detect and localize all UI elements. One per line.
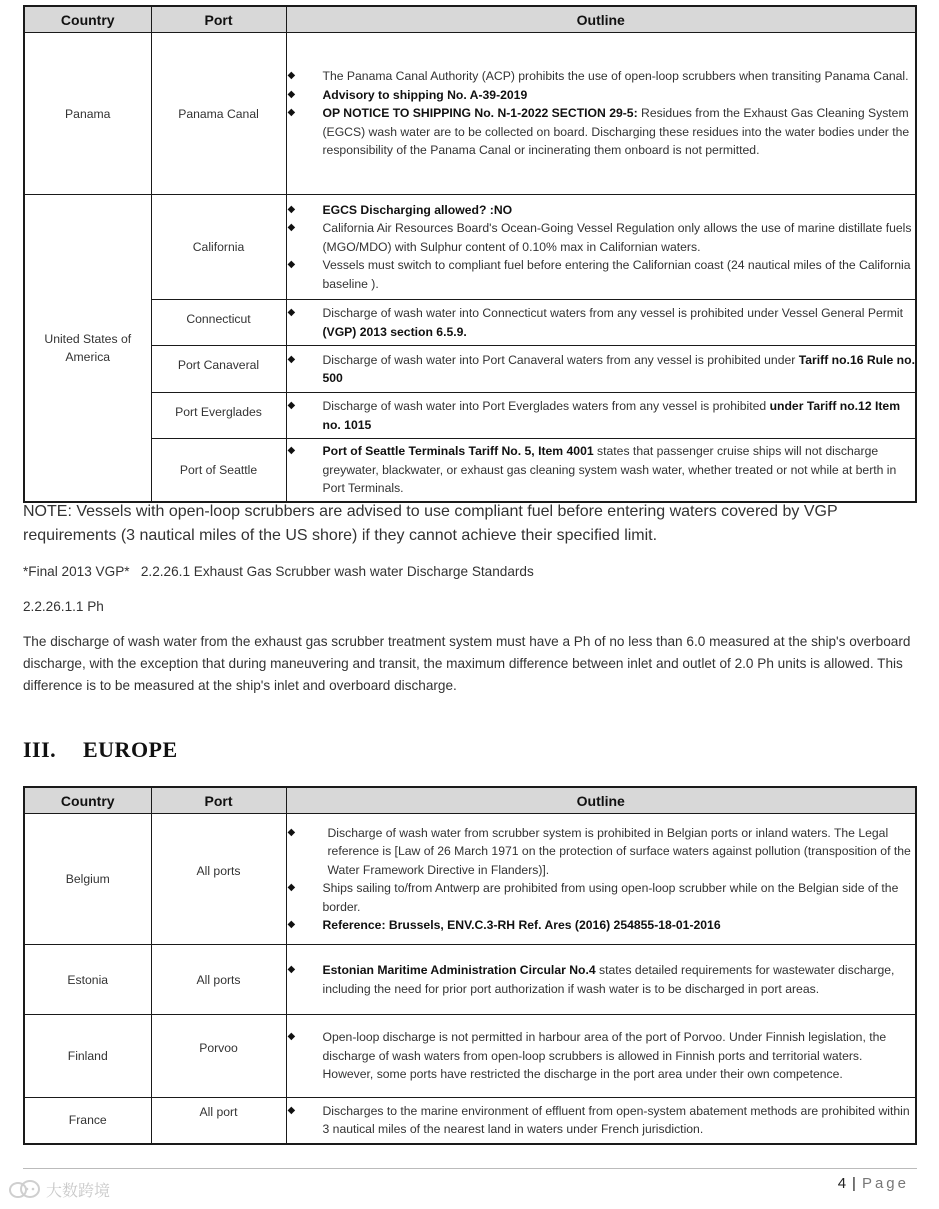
bullet-item [287,86,916,105]
page-number-value: 4 [837,1175,847,1192]
port-cell: California [151,195,286,300]
outline-cell [286,300,916,346]
ph-paragraph: The discharge of wash water from the exhaust gas scrubber treatment system must have a Ph of no less than 6.0 measured at the ship's overboard discharge, with the exception that during maneuvering and transit, the maximum difference between inlet and outlet of 2.0 Ph units is allowed. This difference is to be measured at the ship's inlet and overboard discharge. [23,634,911,693]
bullet-text: Vessels must switch to compliant fuel before entering the Californian coast (24 nautical miles of the California baseline ). [322,258,911,291]
country-cell: Finland [24,1015,151,1098]
bullet-item [287,442,916,498]
bullet-item [287,201,916,220]
port-cell: All port [151,1098,286,1144]
port-cell: All ports [151,945,286,1015]
bullet-item [287,219,916,256]
bullet-bold-text: Reference: Brussels, ENV.C.3-RH Ref. Ares (2016) 254855-18-01-2016 [322,918,721,932]
bullet-text: Discharge of wash water into Port Everglades waters from any vessel is prohibited [322,399,770,413]
header-port: Port [151,6,286,33]
table-row-finland [24,1015,916,1098]
header-port: Port [151,787,286,814]
vgp-standard-line: *Final 2013 VGP* 2.2.26.1 Exhaust Gas Scrubber wash water Discharge Standards [23,564,534,579]
header-outline: Outline [286,6,916,33]
bullet-item [287,824,916,880]
table-row-canaveral [24,346,916,393]
bullet-text: Residues from the Exhaust Gas Cleaning System (EGCS) wash water are to be collected on board. Discharging these residues into the water bodies under the responsibility of the Panama Canal or incinerating them onboard is not permitted. [322,106,910,158]
bullet-item [287,961,916,998]
bullet-bold-text: Estonian Maritime Administration Circular No.4 [322,963,596,977]
table-row-california [24,195,916,300]
country-cell: Estonia [24,945,151,1015]
bullet-item [287,104,916,160]
outline-cell [286,393,916,439]
bullet-item [287,67,916,86]
watermark [8,1178,110,1201]
table-row-connecticut [24,300,916,346]
bullet-text: California Air Resources Board's Ocean-Going Vessel Regulation only allows the use of marine distillate fuels (MGO/MDO) with Sulphur content of 0.10% max in Californian waters. [322,221,912,254]
country-cell: Belgium [24,814,151,945]
bullet-bold-text: Port of Seattle Terminals Tariff No. 5, Item 4001 [322,444,594,458]
bullet-text: Discharge of wash water into Connecticut waters from any vessel is prohibited under Vessel General Permit [322,306,904,320]
country-cell: Panama [24,33,151,195]
header-country: Country [24,787,151,814]
vgp-note: NOTE: Vessels with open-loop scrubbers are advised to use compliant fuel before entering waters covered by VGP requirements (3 nautical miles of the US shore) if they cannot achieve their specified limit. [23,503,838,544]
bullet-text: states detailed requirements for wastewater discharge, including the need for prior port authorization if wash water is to be discharged in port areas. [322,963,895,996]
bullet-bold-text: OP NOTICE TO SHIPPING No. N-1-2022 SECTION 29-5: [322,106,638,121]
section-number: III. [23,737,57,762]
outline-cell [286,195,916,300]
table-row-seattle [24,439,916,502]
bullet-item [287,879,916,916]
bullet-text: Discharges to the marine environment of effluent from open-system abatement methods are prohibited within 3 nautical miles of the nearest land in waters under French jurisdiction. [322,1103,910,1137]
port-cell: Port Everglades [151,393,286,439]
bullet-item [287,1102,916,1139]
page-number [838,1175,909,1192]
bullet-bold-text: Tariff no.16 Rule no. 500 [322,352,915,385]
watermark-text: 大数跨境 [46,1183,111,1200]
port-cell: Connecticut [151,300,286,346]
bullet-item [287,1028,916,1084]
port-cell: Panama Canal [151,33,286,195]
bullet-item [287,916,916,935]
bullet-text: Discharge of wash water into Port Canaveral waters from any vessel is prohibited under [322,352,799,367]
americas-table [23,5,917,503]
bullet-text: Discharge of wash water from scrubber system is prohibited in Belgian ports or inland waters. The Legal reference is [Law of 26 March 1971 on the protection of surface waters against pollution (transposition of the Water Framework Directive in Flanders)]. [327,825,911,877]
table-row-estonia [24,945,916,1015]
outline-cell [286,439,916,502]
outline-cell [286,814,916,945]
bullet-item [287,304,916,341]
section-title: EUROPE [83,737,178,762]
port-cell: Port Canaveral [151,346,286,393]
section-heading [23,737,178,763]
table-row-france [24,1098,916,1144]
chat-bubble-logo-icon [8,1179,42,1201]
outline-cell [286,1098,916,1144]
outline-cell [286,33,916,195]
port-cell: Port of Seattle [151,439,286,502]
bullet-item [287,397,916,434]
outline-cell [286,1015,916,1098]
table-row-belgium [24,814,916,945]
footer-divider [23,1168,917,1169]
bullet-item [287,256,916,293]
port-cell: Porvoo [151,1015,286,1098]
bullet-item [287,351,916,388]
bullet-bold-text: under Tariff no.12 Item no. 1015 [322,399,901,432]
country-cell: France [24,1098,151,1144]
table-row-panama [24,33,916,195]
bullet-bold-text: (VGP) 2013 section 6.5.9. [322,324,467,339]
page-separator: | [852,1175,856,1192]
country-cell-usa: United States of America [24,195,151,502]
bullet-text: Open-loop discharge is not permitted in harbour area of the port of Porvoo. Under Finnish legislation, the discharge of wash waters from open-loop scrubbers is allowed in Finnish ports and territorial waters. However, some ports have restricted the discharge in the port area under their own competence. [322,1030,887,1082]
port-cell: All ports [151,814,286,945]
outline-cell [286,945,916,1015]
outline-cell [286,346,916,393]
header-country: Country [24,6,151,33]
europe-table [23,786,917,1145]
bullet-bold-text: EGCS Discharging allowed? :NO [322,202,513,217]
table-header-row [24,787,916,814]
page-label: Page [861,1175,909,1192]
header-outline: Outline [286,787,916,814]
bullet-text: Ships sailing to/from Antwerp are prohibited from using open-loop scrubber while on the Belgian side of the border. [322,881,899,914]
bullet-text: The Panama Canal Authority (ACP) prohibits the use of open-loop scrubbers when transiting Panama Canal. [322,69,909,84]
table-row-everglades [24,393,916,439]
ph-heading-line: 2.2.26.1.1 Ph [23,599,104,614]
table-header-row [24,6,916,33]
bullet-text: states that passenger cruise ships will not discharge greywater, blackwater, or exhaust gas cleaning system wash water, whether treated or not while at berth in Port Terminals. [322,444,897,495]
bullet-bold-text: Advisory to shipping No. A-39-2019 [322,87,528,102]
